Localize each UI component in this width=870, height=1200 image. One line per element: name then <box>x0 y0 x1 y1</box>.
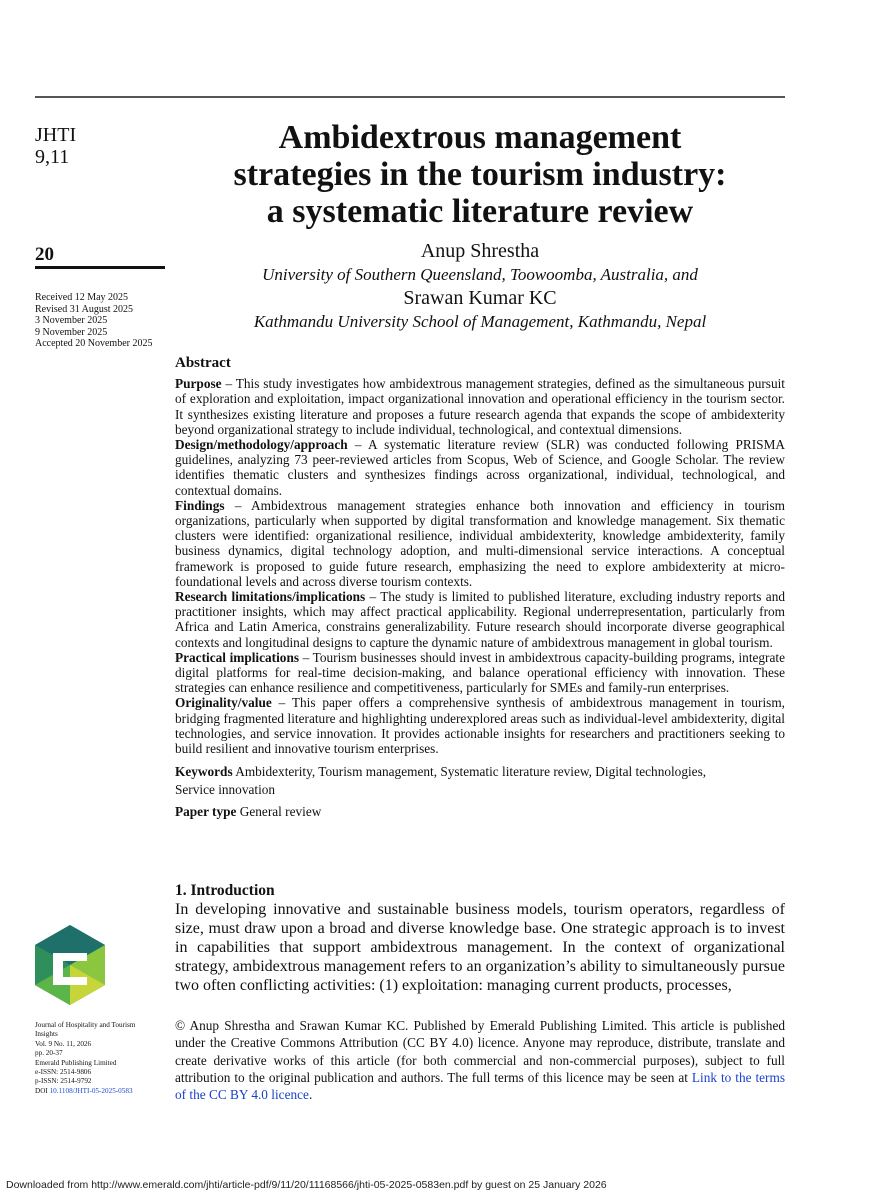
date-revised-3: 9 November 2025 <box>35 326 108 338</box>
license-link[interactable]: Link to the terms of the CC BY 4.0 licence <box>175 1069 785 1103</box>
paper-type-label: Paper type <box>175 804 237 820</box>
paper-type <box>175 804 785 819</box>
volume-issue: 9,11 <box>35 146 70 168</box>
abstract-limitations <box>175 589 785 650</box>
emerald-publishing-logo <box>35 925 105 1005</box>
doi-label: DOI <box>35 1086 48 1095</box>
affiliation-2: Kathmandu University School of Management, Kathmandu, Nepal <box>253 312 707 331</box>
journal-publisher: Emerald Publishing Limited <box>35 1058 117 1067</box>
abstract <box>175 356 785 819</box>
date-received: Received 12 May 2025 <box>35 292 129 303</box>
journal-info <box>35 1021 160 1096</box>
journal-pissn: p-ISSN: 2514-9792 <box>35 1077 92 1086</box>
keywords-line-2: Service innovation <box>175 781 276 797</box>
journal-name-1: Journal of Hospitality and Tourism <box>35 1021 136 1029</box>
date-revised-2: 3 November 2025 <box>35 315 108 326</box>
journal-doi <box>35 1087 160 1096</box>
title-line-3: a systematic literature review <box>266 193 694 230</box>
journal-volume: Vol. 9 No. 11, 2026 <box>35 1039 92 1048</box>
abstract-purpose <box>175 376 785 437</box>
abstract-heading: Abstract <box>175 355 231 371</box>
journal-code <box>35 124 76 168</box>
title-line-2: strategies in the tourism industry: <box>233 156 727 193</box>
limitations-label: Research limitations/implications <box>175 589 366 605</box>
author-2: Srawan Kumar KC <box>403 287 557 309</box>
findings-text: – Ambidextrous management strategies enhance both innovation and efficiency in tourism organizations, particularly when supported by digital transformation and knowledge management. Six thematic clusters were identified: organizational resilience, individual ambidexterity, knowledge ambidexterity, family business dynamics, digital technology adoption, and multi-dimensional service interactions. A conceptual framework is proposed to guide future research, emphasizing the need to explore ambidexterity at micro-foundational levels and across diverse tourism contexts. <box>175 497 785 589</box>
title-line-1: Ambidextrous management <box>278 119 682 156</box>
abstract-originality <box>175 695 785 756</box>
affiliation-1: University of Southern Queensland, Toowoomba, Australia, and <box>262 265 698 284</box>
top-rule <box>35 96 785 98</box>
findings-label: Findings <box>175 497 225 513</box>
download-notice: Downloaded from http://www.emerald.com/jhti/article-pdf/9/11/20/11168566/jhti-05-2025-0583en.pdf by guest on 25 January 2026 <box>6 1179 607 1191</box>
date-revised: Revised 31 August 2025 <box>35 303 134 315</box>
page-number: 20 <box>35 244 54 265</box>
journal-name-2: Insights <box>35 1030 58 1039</box>
abstract-design <box>175 437 785 498</box>
design-text: – A systematic literature review (SLR) was conducted following PRISMA guidelines, analyzing 73 peer-reviewed articles from Scopus, Web of Science, and Google Scholar. The review identifies thematic clusters and synthesizes findings across organizational, individual, technological, and contextual domains. <box>175 437 785 498</box>
article-title <box>175 119 785 230</box>
originality-label: Originality/value <box>175 695 272 711</box>
abstract-practical <box>175 650 785 696</box>
date-accepted: Accepted 20 November 2025 <box>35 338 153 349</box>
journal-abbrev: JHTI <box>35 124 77 146</box>
purpose-label: Purpose <box>175 376 222 392</box>
page-number-rule <box>35 266 165 269</box>
keywords-label: Keywords <box>175 764 233 780</box>
license-notice <box>175 1017 785 1103</box>
license-text: © Anup Shrestha and Srawan Kumar KC. Published by Emerald Publishing Limited. This article is published under the Creative Commons Attribution (CC BY 4.0) licence. Anyone may reproduce, distribute, translate and create derivative works of this article (for both commercial and non-commercial purposes), subject to full attribution to the original publication and authors. The full terms of this licence may be seen at <box>175 1018 785 1085</box>
design-label: Design/methodology/approach <box>175 437 348 453</box>
journal-eissn: e-ISSN: 2514-9806 <box>35 1068 92 1077</box>
license-end: . <box>308 1087 313 1103</box>
purpose-text: – This study investigates how ambidextrous management strategies, defined as the simultaneous pursuit of exploration and exploitation, impact organizational innovation and operational efficiency in the tourism sector. It synthesizes existing literature and proposes a future research agenda that expands the scope of ambidexterity beyond organizational strategy to include individual, technological, and contextual dimensions. <box>175 376 785 437</box>
limitations-text: – The study is limited to published literature, excluding industry reports and practitioner insights, which may affect practical applicability. Regional underrepresentation, particularly from Africa and Latin America, constrains generalizability. Future research should incorporate diverse geographical contexts and longitudinal designs to capture the dynamic nature of ambidextrous management in global tourism. <box>175 589 786 650</box>
originality-text: – This paper offers a comprehensive synthesis of ambidextrous management in tourism, bridging fragmented literature and highlighting underexplored areas such as individual-level ambidexterity, digital technologies, and service innovation. It provides actionable insights for researchers and practitioners seeking to build resilient and innovative tourism enterprises. <box>175 695 785 757</box>
keywords <box>175 763 785 798</box>
paper-type-value: General review <box>236 804 322 820</box>
practical-text: – Tourism businesses should invest in ambidextrous capacity-building programs, integrate digital platforms for real-time decision-making, and balance operational efficiency with innovation. These strategies can enhance resilience and competitiveness, particularly for SMEs and family-run enterprises. <box>175 649 785 696</box>
introduction-heading: 1. Introduction <box>175 882 275 899</box>
logo-icon <box>35 925 105 1005</box>
doi-link[interactable]: 10.1108/JHTI-05-2025-0583 <box>49 1086 133 1095</box>
practical-label: Practical implications <box>175 649 300 665</box>
article-dates <box>35 292 152 350</box>
keywords-line-1: Ambidexterity, Tourism management, Systematic literature review, Digital technologies, <box>232 764 707 780</box>
introduction-paragraph: In developing innovative and sustainable business models, tourism operators, regardless of size, must draw upon a broad and diverse knowledge base. One strategic approach is to invest in capabilities that support ambidextrous management. In the context of organizational strategy, ambidextrous management refers to an organization’s ability to simultaneously pursue two often conflicting activities: (1) exploitation: managing current products, processes, <box>175 901 785 994</box>
journal-pages: pp. 20-37 <box>35 1049 63 1058</box>
abstract-findings <box>175 498 785 589</box>
author-1: Anup Shrestha <box>420 240 540 262</box>
